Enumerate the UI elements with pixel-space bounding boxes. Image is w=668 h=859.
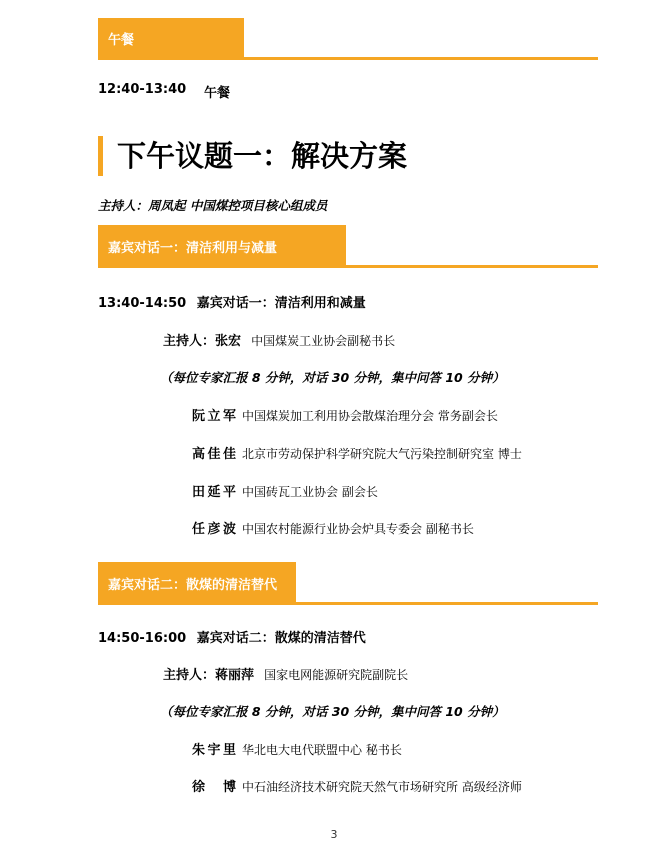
dialogue1-format-note: （每位专家汇报 8 分钟，对话 30 分钟，集中问答 10 分钟） xyxy=(160,370,505,385)
dialogue1-time: 13:40-14:50 xyxy=(98,296,187,311)
lunch-title: 午餐 xyxy=(204,86,231,101)
lunch-time: 12:40-13:40 xyxy=(98,82,187,97)
speaker-name: 阮立军 xyxy=(192,409,236,424)
speaker-name: 徐 博 xyxy=(192,780,236,795)
dialogue2-moderator-desc: 国家电网能源研究院副院长 xyxy=(264,668,409,682)
speaker-name: 高佳佳 xyxy=(192,447,236,462)
dialogue1-rule xyxy=(98,265,598,268)
speaker-name: 任彦波 xyxy=(192,522,236,537)
lunch-banner xyxy=(98,18,244,58)
dialogue2-speaker xyxy=(192,776,522,795)
afternoon-heading: 下午议题一：解决方案 xyxy=(98,136,407,176)
speaker-desc: 中国砖瓦工业协会 副会长 xyxy=(242,485,378,499)
dialogue2-speaker xyxy=(192,739,402,758)
speaker-name: 田延平 xyxy=(192,485,236,500)
dialogue1-banner-label: 嘉宾对话一：清洁利用与减量 xyxy=(108,240,278,256)
lunch-banner-label: 午餐 xyxy=(108,32,135,48)
dialogue2-moderator-label: 主持人：蒋丽萍 xyxy=(163,668,255,683)
speaker-desc: 北京市劳动保护科学研究院大气污染控制研究室 博士 xyxy=(242,447,522,461)
dialogue2-moderator xyxy=(163,664,408,683)
dialogue1-title: 嘉宾对话一：清洁利用和减量 xyxy=(196,296,366,311)
afternoon-host-line: 主持人：周凤起 中国煤控项目核心组成员 xyxy=(98,198,328,213)
dialogue1-speaker xyxy=(192,481,378,500)
dialogue1-moderator-desc: 中国煤炭工业协会副秘书长 xyxy=(251,334,396,348)
dialogue2-time: 14:50-16:00 xyxy=(98,631,187,646)
dialogue2-banner-label: 嘉宾对话二：散煤的清洁替代 xyxy=(108,577,278,593)
dialogue2-rule xyxy=(98,602,598,605)
speaker-name: 朱宇里 xyxy=(192,743,236,758)
dialogue1-banner xyxy=(98,225,346,267)
speaker-desc: 中国农村能源行业协会炉具专委会 副秘书长 xyxy=(242,522,474,536)
speaker-desc: 中石油经济技术研究院天然气市场研究所 高级经济师 xyxy=(242,780,522,794)
dialogue1-time-row xyxy=(98,292,366,311)
dialogue2-banner xyxy=(98,562,296,604)
dialogue1-speaker xyxy=(192,443,522,462)
dialogue1-moderator xyxy=(163,330,395,349)
dialogue2-time-row xyxy=(98,627,366,646)
lunch-rule xyxy=(98,57,598,60)
dialogue1-speaker xyxy=(192,518,474,537)
dialogue1-moderator-label: 主持人：张宏 xyxy=(163,334,242,349)
dialogue2-format-note: （每位专家汇报 8 分钟，对话 30 分钟，集中问答 10 分钟） xyxy=(160,704,505,719)
dialogue2-title: 嘉宾对话二：散煤的清洁替代 xyxy=(196,631,366,646)
speaker-desc: 华北电大电代联盟中心 秘书长 xyxy=(242,743,402,757)
page-number: 3 xyxy=(330,828,338,841)
dialogue1-speaker xyxy=(192,405,498,424)
speaker-desc: 中国煤炭加工利用协会散煤治理分会 常务副会长 xyxy=(242,409,498,423)
